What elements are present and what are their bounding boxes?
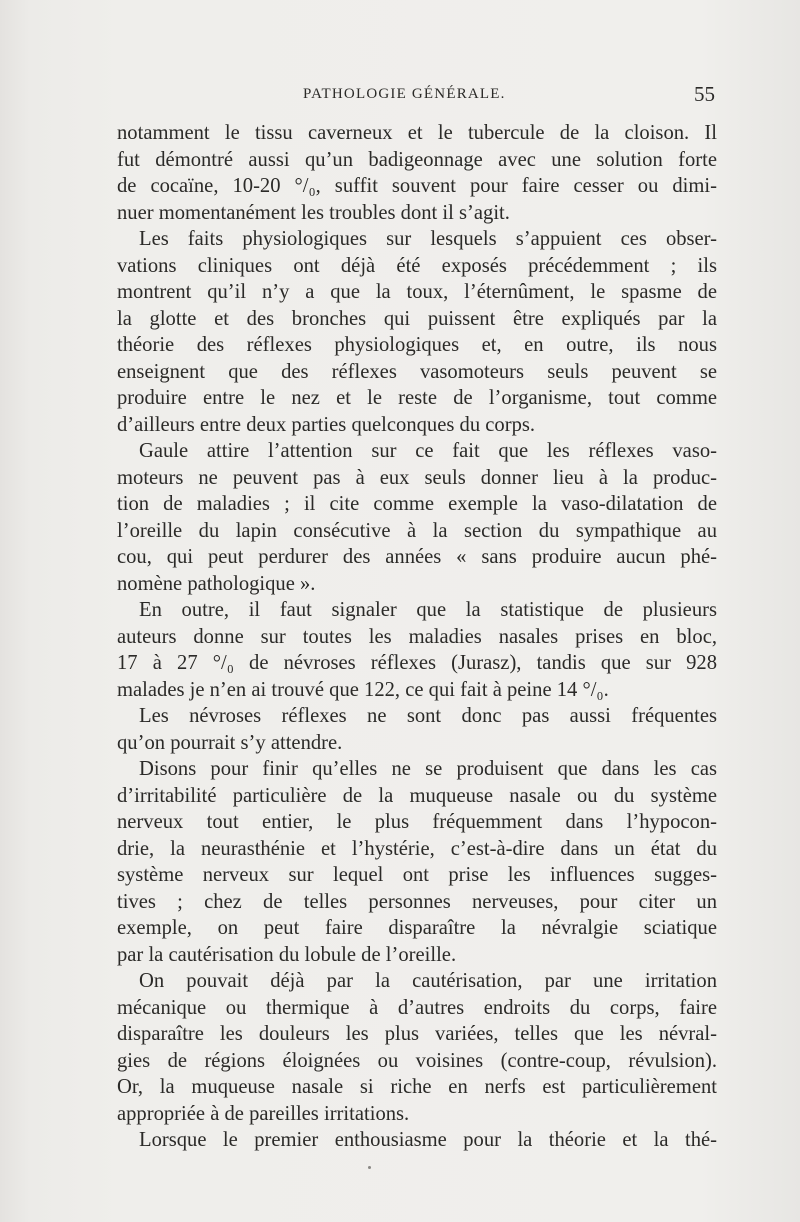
text-line: par la cautérisation du lobule de l’oreille. [117,943,457,966]
running-title: PATHOLOGIE GÉNÉRALE. [303,86,506,102]
text-line: notamment le tissu caverneux et le tubercule de la cloison. Il [117,122,717,144]
text-line: produire entre le nez et le reste de l’organisme, tout comme [117,387,717,409]
text-line: tives ; chez de telles personnes nerveuses, pour citer un [117,890,717,913]
text-line: On pouvait déjà par la cautérisation, par une irritation [139,970,717,992]
text-line: Disons pour finir qu’elles ne se produisent que dans les cas [139,758,717,780]
print-speck [368,1166,371,1169]
text-line: tion de maladies ; il cite comme exemple la vaso-dilatation de [117,493,717,515]
page-header [117,84,715,110]
text-line: 17 à 27 °/₀ de névroses réflexes (Jurasz), tandis que sur 928 [117,652,717,674]
text-line: enseignent que des réflexes vasomoteurs seuls peuvent se [117,360,717,383]
text-line: vations cliniques ont déjà été exposés précédemment ; ils [117,254,717,277]
text-line: appropriée à de pareilles irritations. [117,1102,410,1125]
text-line: de cocaïne, 10-20 °/₀, suffit souvent pour faire cesser ou dimi- [117,175,717,197]
text-line: théorie des réflexes physiologiques et, en outre, ils nous [117,334,717,356]
text-line: Les faits physiologiques sur lesquels s’appuient ces obser- [139,228,717,250]
text-line: nerveux tout entier, le plus fréquemment dans l’hypocon- [117,811,717,833]
text-line: Lorsque le premier enthousiasme pour la théorie et la thé- [139,1129,717,1151]
text-line: Gaule attire l’attention sur ce fait que les réflexes vaso- [139,440,717,462]
text-line: nuer momentanément les troubles dont il s’agit. [117,201,510,224]
text-line: Les névroses réflexes ne sont donc pas aussi fréquentes [139,705,717,727]
text-line: l’oreille du lapin consécutive à la section du sympathique au [117,519,717,542]
text-line: disparaître les douleurs les plus variées, telles que les névral- [117,1023,717,1045]
text-line: système nerveux sur lequel ont prise les influences sugges- [117,864,717,886]
text-line: fut démontré aussi qu’un badigeonnage avec une solution forte [117,148,717,171]
text-line: qu’on pourrait s’y attendre. [117,731,343,754]
text-line: mécanique ou thermique à d’autres endroits du corps, faire [117,996,717,1019]
text-line: d’irritabilité particulière de la muqueuse nasale ou du système [117,784,717,807]
text-line: Or, la muqueuse nasale si riche en nerfs est particulièrement [117,1076,717,1098]
text-line: la glotte et des bronches qui puissent être expliqués par la [117,307,717,330]
text-line: malades je n’en ai trouvé que 122, ce qui fait à peine 14 °/₀. [117,678,609,701]
page-number: 55 [694,82,715,106]
body-text [117,120,717,1154]
text-line: drie, la neurasthénie et l’hystérie, c’est-à-dire dans un état du [117,837,717,860]
text-line: d’ailleurs entre deux parties quelconques du corps. [117,413,536,436]
text-line: exemple, on peut faire disparaître la névralgie sciatique [117,917,717,939]
text-line: auteurs donne sur toutes les maladies nasales prises en bloc, [117,625,717,648]
text-line: montrent qu’il n’y a que la toux, l’éternûment, le spasme de [117,281,717,303]
text-line: nomène pathologique ». [117,572,316,595]
text-line: gies de régions éloignées ou voisines (contre-coup, révulsion). [117,1049,717,1072]
text-line: En outre, il faut signaler que la statistique de plusieurs [139,599,717,621]
text-line: moteurs ne peuvent pas à eux seuls donner lieu à la produc- [117,466,717,489]
text-line: cou, qui peut perdurer des années « sans produire aucun phé- [117,546,717,568]
